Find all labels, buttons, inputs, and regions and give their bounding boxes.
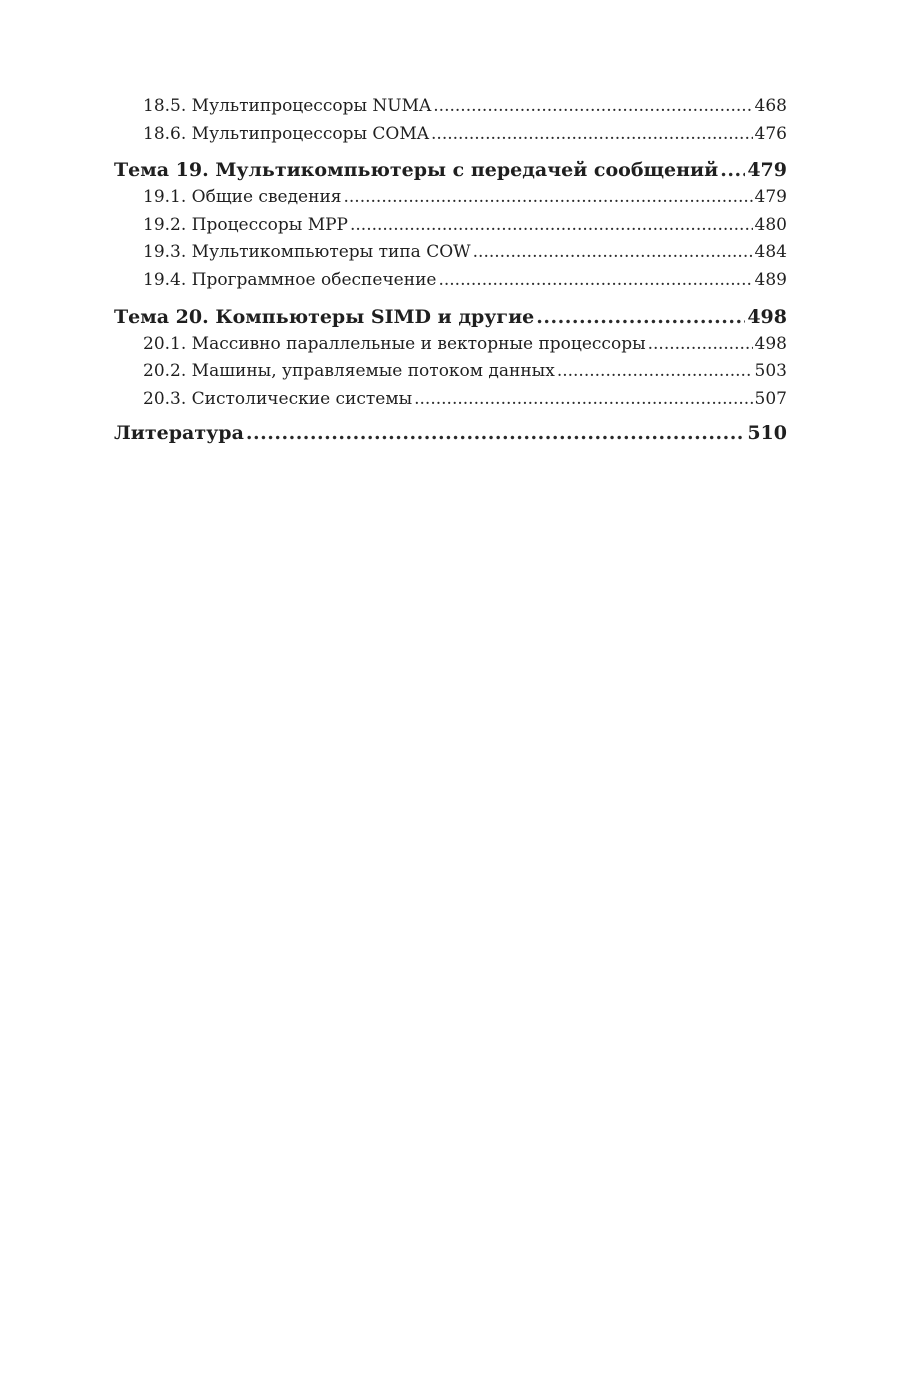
toc-entry-19-2[interactable] — [114, 215, 787, 243]
dot-leader — [344, 187, 753, 207]
toc-entry-page: 507 — [754, 388, 787, 409]
toc-topic-title: Тема 19. Мультикомпьютеры с передачей сообщений — [114, 159, 719, 182]
toc-entry-page: 468 — [754, 96, 787, 116]
toc-entry-title: 19.3. Мультикомпьютеры типа COW — [143, 242, 471, 263]
toc-entry-title: 18.6. Мультипроцессоры COMA — [143, 123, 430, 144]
dot-leader — [536, 306, 745, 329]
toc-entry-page: 503 — [754, 361, 787, 382]
dot-leader — [246, 422, 745, 445]
toc-entry-page: 489 — [754, 269, 787, 290]
toc-entry-page: 498 — [754, 333, 787, 354]
toc-entry-page: 480 — [754, 214, 787, 235]
toc-topic-20[interactable] — [114, 306, 787, 334]
dot-leader — [473, 242, 753, 262]
table-of-contents — [114, 96, 787, 450]
toc-topic-page: 498 — [747, 305, 787, 328]
toc-entry-page: 476 — [754, 123, 787, 144]
dot-leader — [720, 159, 745, 182]
toc-entry-20-2[interactable] — [114, 361, 787, 389]
toc-entry-title: 20.2. Машины, управляемые потоком данных — [143, 361, 555, 382]
toc-entry-title: 20.1. Массивно параллельные и векторные процессоры — [143, 333, 646, 354]
dot-leader — [648, 334, 753, 354]
toc-entry-page: 479 — [754, 187, 787, 208]
dot-leader — [431, 124, 753, 144]
toc-entry-title: 20.3. Систолические системы — [143, 388, 413, 409]
toc-entry-20-1[interactable] — [114, 334, 787, 362]
toc-entry-19-4[interactable] — [114, 270, 787, 298]
toc-topic-19[interactable] — [114, 159, 787, 187]
toc-entry-18-5[interactable] — [114, 96, 787, 124]
toc-topic-page: 510 — [747, 422, 787, 445]
dot-leader — [433, 96, 752, 116]
dot-leader — [557, 361, 753, 381]
dot-leader — [414, 389, 752, 409]
toc-entry-19-3[interactable] — [114, 242, 787, 270]
toc-entry-title: 18.5. Мультипроцессоры NUMA — [143, 96, 432, 116]
toc-entry-20-3[interactable] — [114, 389, 787, 417]
toc-topic-title: Литература — [114, 422, 244, 445]
toc-topic-title: Тема 20. Компьютеры SIMD и другие — [114, 305, 535, 328]
toc-entry-title: 19.1. Общие сведения — [143, 187, 342, 208]
toc-entry-page: 484 — [754, 242, 787, 263]
toc-topic-page: 479 — [747, 159, 787, 182]
toc-topic-literature[interactable] — [114, 422, 787, 450]
toc-entry-title: 19.2. Процессоры MPP — [143, 214, 348, 235]
toc-entry-19-1[interactable] — [114, 187, 787, 215]
dot-leader — [438, 270, 752, 290]
toc-entry-title: 19.4. Программное обеспечение — [143, 269, 437, 290]
toc-entry-18-6[interactable] — [114, 124, 787, 152]
dot-leader — [350, 215, 753, 235]
